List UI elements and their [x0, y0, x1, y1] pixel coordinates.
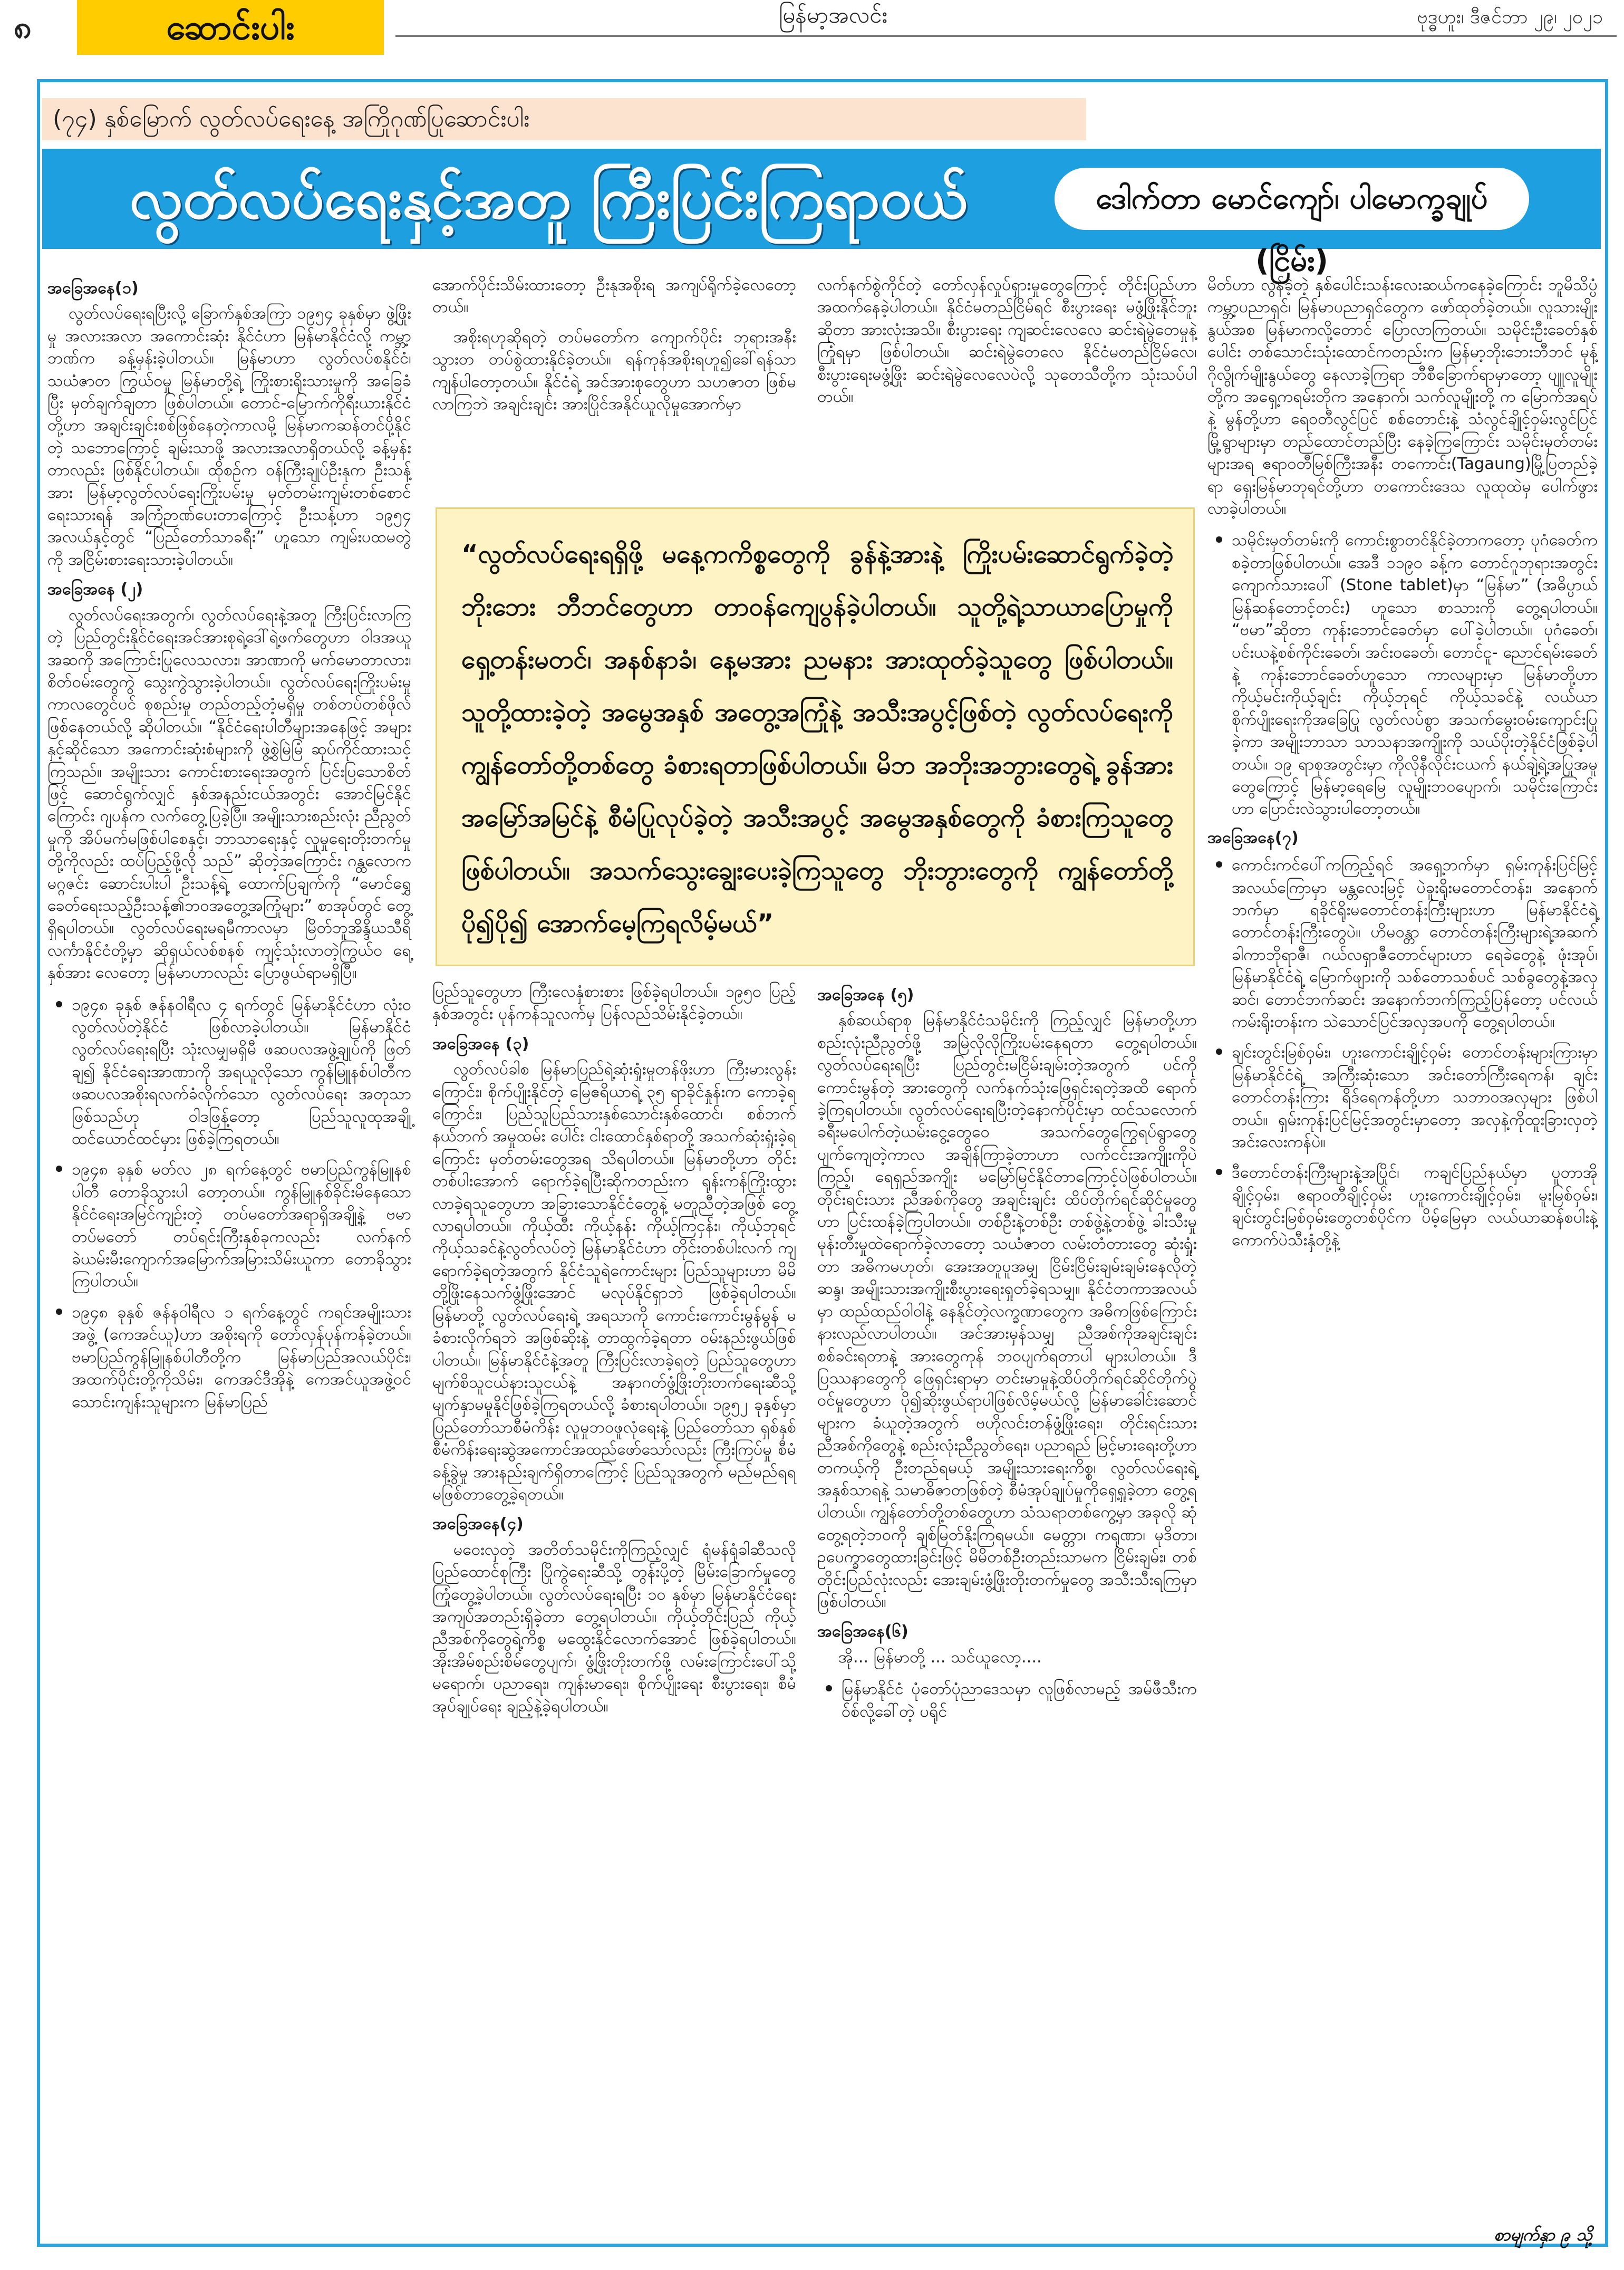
bullet-list — [1207, 527, 1598, 820]
section-heading-1: အခြေအနေ(၁) — [47, 279, 139, 297]
paragraph: ပြည်သူတွေဟာ ကြီးလေနှံစားစား ဖြစ်ခဲ့ရပါတယ်။ ၁၉၅၀ ပြည့်နှစ်အတွင်း ပုန်ကန်သူလက်မှ ပြန်လည်သိမ်းနိုင်ခဲ့တယ်။ — [432, 983, 796, 1024]
column-2-bottom — [432, 981, 796, 1725]
paragraph: မဝေးလှတဲ့ အတိတ်သမိုင်းကိုကြည့်လျှင် ရုံမန်ရုံခါဆီသလို ပြည်ထောင်စုကြီး ပြိုကွဲရေးဆီသို့ တွန်းပို့တဲ့ မြိမ်းခြောက်မှုတွေ ကြုံတွေ့ခဲ့ပါတယ်။ လွတ်လပ်ရေးရပြီး ၁၀ နှစ်မှာ မြန်မာနိုင်ငံရေးအကျပ်အတည်းရှိခဲ့တာ တွေ့ရပါတယ်။ ကိုယ့်တိုင်းပြည် ကိုယ့်ညီအစ်ကိုတွေရဲ့ကိစ္စ မထွေးနိုင်လောက်အောင် ဖြစ်ခဲ့ရပါတယ်။ အိုးအိမ်စည်းစိမ်တွေပျက်၊ ဖွံ့ဖြိုးတိုးတက်ဖို့ လမ်းကြောင်းပေါ်သို့ မရောက်၊ ပညာရေး၊ ကျန်းမာရေး၊ စိုက်ပျိုးရေး စီးပွားရေး၊ စီမံအုပ်ချုပ်ရေး ချည့်နဲ့ခဲ့ရပါတယ်။ — [432, 1540, 796, 1716]
list-item: • ကောင်းကင်ပေါ်ကကြည့်ရင် အရှေ့ဘက်မှာ ရှမ်းကုန်းပြင်မြင့် အလယ်ကြောမှာ မန္တလေးမြင့် ပဲခူးရိုးမတောင်တန်း၊ အနောက်ဘက်မှာ ရခိုင်ရိုးမတောင်တန်းကြီးများဟာ မြန်မာနိုင်ငံရဲ့ တောင်တန်းကြီးတွေပဲ။ ဟိမဝန္တာ တောင်တန်းကြီးများရဲ့အဆက် ခါကာဘိုရာဇီ၊ ဂယ်လရှာဇီတောင်များဟာ ရေခဲတွေနဲ့ ဖုံးအုပ်၊ မြန်မာနိုင်ငံရဲ့ မြောက်ဖျားကို သစ်တောသစ်ပင် သစ်ခွတွေနဲ့အလှဆင်၊ တောင်ဘက်ဆင်း အနောက်ဘက်ကြည့်ပြန်တော့ ပင်လယ်ကမ်းရိုးတန်းက သဲသောင်ပြင်အလှအပကို တွေ့ရပါတယ်။ — [1232, 852, 1598, 1033]
list-item: • ချင်းတွင်းမြစ်ဝှမ်း၊ ဟူးကောင်းချိုင့်ဝှမ်း တောင်တန်းများကြားမှာ မြန်မာနိုင်ငံရဲ့ အကြီးဆုံးသော အင်းတော်ကြီးရေကန်၊ ချင်းတောင်တန်းကြား ရိဒ်ရေကန်တို့ဟာ သဘာဝအလှများ ဖြစ်ပါတယ်။ ရှမ်းကုန်းပြင်မြင့်အတွင်းမှာတော့ အလှနဲ့ကိုထူးခြားလှတဲ့ အင်းလေးကန်ပဲ။ — [1232, 1040, 1598, 1153]
section-heading-3: အခြေအနေ (၃) — [432, 1034, 529, 1053]
list-item: • ၁၉၄၈ ခုနှစ် ဇန်နဝါရီလ ၄ ရက်တွင် မြန်မာနိုင်ငံဟာ လုံးဝလွတ်လပ်တဲ့နိုင်ငံ ဖြစ်လာခဲ့ပါတယ်။ မြန်မာနိုင်ငံ လွတ်လပ်ရေးရပြီး သုံးလမျှမရှိမီ ဖဆပလအဖွဲ့ချုပ်ကို ဖြတ်ချ၍ နိုင်ငံရေးအာဏာကို အရယူလိုသော ကွန်မြူနစ်ပါတီက ဖဆပလအစိုးရလက်ခံလိုက်သော လွတ်လပ်ရေး အတုသာဖြစ်သည်ဟု ဝါဒဖြန့်တော့ ပြည်သူလူထုအချို့ ထင်ယောင်ထင်မှား ဖြစ်ခဲ့ကြရတယ်။ — [72, 992, 411, 1151]
paragraph: မိတ်ဟာ လွန်ခဲ့တဲ့ နှစ်ပေါင်းသန်းလေးဆယ်ကနေခဲ့ကြောင်း ဘူမိသိပ္ပံကမ္ဘာ့ပညာရှင်၊ မြန်မာပညာရှင်တွေက ဖော်ထုတ်ခဲ့တယ်။ လူသားမျိုးနွယ်အစ မြန်မာကလို့တောင် ပြောလာကြတယ်။ သမိုင်းဦးခေတ်နှစ်ပေါင်း တစ်သောင်းသုံးထောင်ကတည်းက မြန်မာ့ဘိုးဘေးဘီဘင် မုန့်ဂိုလွိုက်မျိုးနွယ်တွေ နေလာခဲ့ကြရာ ဘီစီခြောက်ရာမှာတော့ ပျူလူမျိုးတို့က အရှေ့ကရမ်းတိုက အနောက်၊ သက်လူမျိုးတို့ က မြောက်အရပ်နဲ့ မွန်တို့ဟာ ရေဝတီလွင်ပြင် စစ်တောင်းနဲ့ သံလွင်ချိုင့်ဝှမ်းလွင်ပြင် မြို့ရွာများမှာ တည်ထောင်တည်ပြီး နေခဲ့ကြကြောင်း သမိုင်းမှတ်တမ်းများအရ ဧရာဝတီမြစ်ကြီးအနီး တကောင်း(Tagaung)မြို့ပြတည်ခဲ့ရာ ရှေးမြန်မာဘုရင်တို့ဟာ တကောင်းဒေသ လူထုထဲမှ ပေါက်ဖွားလာခဲ့ပါတယ်။ — [1207, 276, 1598, 518]
paragraph: နှစ်ဆယ်ရာစု မြန်မာနိုင်ငံသမိုင်းကို ကြည့်လျှင် မြန်မာတို့ဟာစည်းလုံးညီညွတ်ဖို့ အမြဲလိုလိုကြိုးပမ်းနေရတာ တွေ့ရပါတယ်။ လွတ်လပ်ရေးရပြီး ပြည်တွင်းမငြိမ်းချမ်းတဲ့အတွက် ပင်ကိုကောင်းမွန်တဲ့ အားတွေကို လက်နက်သုံးဖြေရှင်းရတဲ့အထိ ရောက်ခဲ့ကြရပါတယ်။ လွတ်လပ်ရေးရပြီးတဲ့နောက်ပိုင်းမှာ ထင်သလောက် ခရီးမပေါက်တဲ့ယမ်းငွေ့တွေဝေ အသက်တွေကြွေရပ်ရွာတွေပျက်ကျေတဲ့ကာလ အချိန်ကြာခဲ့တာဟာ လက်ငင်းအကျိုးကိုပဲကြည့်၊ ရေရှည်အကျိုး မမြော်မြင်နိုင်တာကြောင့်ပဲဖြစ်ပါတယ်။ တိုင်းရင်းသား ညီအစ်ကိုတွေ အချင်းချင်း ထိပ်တိုက်ရင်ဆိုင်မှုတွေဟာ ပြင်းထန်ခဲ့ကြပါတယ်။ တစ်ဦးနဲ့တစ်ဦး တစ်ဖွဲ့နဲ့တစ်ဖွဲ့ ခါးသီးမှုမုန်းတီးမှုထဲရောက်ခဲ့လာတော့ သယံဇာတ လမ်းတံတားတွေ ဆုံးရှုံးတာ အဓိကမဟုတ်၊ အေးအတူပူအမျှ ငြိမ်းငြိမ်းချမ်းချမ်းနေလိုတဲ့ဆန္ဒ၊ အမျိုးသားအကျိုးစီးပွားရေးရှုတ်ခဲ့ရသမျှ။ နိုင်ငံတကာအလယ်မှာ ထည်ထည်ဝါဝါနဲ့ နေနိုင်တဲ့လက္ခဏာတွေက အဓိကဖြစ်ကြောင်း နားလည်လာပါတယ်။ အင်အားမှန်သမျှ ညီအစ်ကိုအချင်းချင်းစစ်ခင်းရတာနဲ့ အားတွေကုန် ဘဝပျက်ရတာပါ များပါတယ်။ ဒီပြဿနာတွေကို ဖြေရှင်းရာမှာ တင်းမာမှုနဲ့ထိပ်တိုက်ရင်ဆိုင်တိုက်ပွဲဝင်မှုတွေဟာ ပို၍ဆိုးဖွယ်ရာပါဖြစ်လိမ့်မယ်လို့ မြန်မာခေါင်းဆောင်များက ခံယူတဲ့အတွက် ဗဟိုလင်းတန်ဖွံ့ဖြိုးရေး၊ တိုင်းရင်းသားညီအစ်ကိုတွေနဲ့ စည်းလုံးညီညွတ်ရေး၊ ပညာရည် မြင့်မားရေးတို့ဟာ တကယ့်ကို ဦးတည်ရမယ့် အမျိုးသားရေးကိစ္စ၊ လွတ်လပ်ရေးရဲ့ အနှစ်သာရနဲ့ သမာဓိဇာတဖြစ်တဲ့ စီမံအုပ်ချုပ်မှုကိုရှေ့ရှုခဲ့တာ တွေ့ရပါတယ်။ ကျွန်တော်တို့တစ်တွေဟာ သံသရာတစ်ကွေ့မှာ အခုလို ဆုံတွေ့ရတဲ့ဘဝကို ချစ်မြတ်နိုးကြရမယ်။ မေတ္တာ၊ ကရုဏာ၊ မုဒိတာ၊ ဥပေက္ခာတွေထားခြင်းဖြင့် မိမိတစ်ဦးတည်းသာမက ငြိမ်းချမ်း၊ တစ်တိုင်းပြည်လုံးလည်း အေးချမ်းဖွံ့ဖြိုးတိုးတက်မှုတွေ အသီးသီးရကြမှာ ဖြစ်ပါတယ်။ — [817, 1011, 1197, 1611]
column-1 — [47, 274, 411, 1420]
column-3-bottom — [817, 981, 1197, 1729]
list-item: • သမိုင်းမှတ်တမ်းကို ကောင်းစွာတင်နိုင်ခဲ့တာကတော့ ပုဂံခေတ်က စခဲ့တာဖြစ်ပါတယ်။ အေဒီ ၁၁၉၀ ခန့်က တောင်ဂူဘုရားအတွင်း ကျောက်သားပေါ် (Stone tablet)မှာ “မြန်မာ” (အဓိပ္ပာယ် မြန်ဆန်တောင့်တင်း) ဟူသော စာသားကို တွေ့ရပါတယ်။ “ဗမာ”ဆိုတာ ကုန်းဘောင်ခေတ်မှာ ပေါ်ခဲ့ပါတယ်။ ပုဂံခေတ်၊ ပင်းယနဲ့စစ်ကိုင်းခေတ်၊ အင်းဝခေတ်၊ တောင်ငူ- ညောင်ရမ်းခေတ်နဲ့ ကုန်းဘောင်ခေတ်ဟူသော ကာလများမှာ မြန်မာတို့ဟာ ကိုယ့်မင်းကိုယ့်ချင်း ကိုယ့်ဘုရင် ကိုယ့်သခင်နဲ့ လယ်ယာစိုက်ပျိုးရေးကိုအခြေပြု လွတ်လပ်စွာ အသက်မွေးဝမ်းကျောင်းပြုခဲ့ကာ အမျိုးဘာသာ သာသနာအကျိုးကို သယ်ပိုးတဲ့နိုင်ငံဖြစ်ခဲ့ပါတယ်။ ၁၉ ရာစုအတွင်းမှာ ကိုလိုနီလိုင်းငယက် နယ်ချဲ့ရဲ့အပြုအမူတွေကြောင့် မြန်မာ့ရေမြေ လူမျိုးဘဝပျောက်၊ သမိုင်းကြောင်းဟာ ပြောင်းလဲသွားပါတော့တယ်။ — [1232, 527, 1598, 820]
article-headline: လွတ်လပ်ရေးနှင့်အတူ ကြီးပြင်းကြရာဝယ် — [129, 166, 968, 232]
column-4 — [1207, 274, 1598, 1258]
bullet-list — [817, 1676, 1197, 1723]
section-heading-7: အခြေအနေ(၇) — [1207, 828, 1299, 847]
article-byline: ဒေါက်တာ မောင်ကျော်၊ ပါမောက္ခချုပ် (ငြိမ်း) — [1055, 168, 1529, 230]
pull-quote-box — [436, 507, 1195, 966]
section-label: ဆောင်းပါး — [77, 0, 384, 55]
article-kicker: (၇၄) နှစ်မြောက် လွတ်လပ်ရေးနေ့ အကြိုဂုဏ်ပြုဆောင်းပါး — [42, 98, 1086, 140]
paragraph: လွတ်လပ်ရေးရပြီးလို့ ခြောက်နှစ်အကြာ ၁၉၅၄ ခုနှစ်မှာ ဖွဲ့ဖြိုးမှု အလားအလာ အကောင်းဆုံး နိုင်ငံဟာ မြန်မာနိုင်ငံလို့ ကမ္ဘာ့ဘဏ်က ခန့်မှန်းခဲ့ပါတယ်။ မြန်မာဟာ လွတ်လပ်စနိုင်ငံ၊ သယံဇာတ ကြွယ်ဝမှု မြန်မာတို့ရဲ့ ကြိုးစားရိုးသားမှုကို အခြေခံပြီး မှတ်ချက်ချတာ ဖြစ်ပါတယ်။ တောင်-မြောက်ကိုရီးယားနိုင်ငံတို့ဟာ အချင်းချင်းစစ်ဖြစ်နေတဲ့ကာလမို့ မြန်မာကဆန်တင်ပို့နိုင်တဲ့ သဘောကြောင့် ချမ်းသာဖို့ အလားအလာရှိတယ်လို့ ခန့်မှန်းတာလည်း ဖြစ်နိုင်ပါတယ်။ ထိုစဉ်က ဝန်ကြီးချုပ်ဦးနုက ဦးသန့်အား မြန်မာ့လွတ်လပ်ရေးကြိုးပမ်းမှု မှတ်တမ်းကျမ်းတစ်စောင်ရေးသားရန် အကြံဉာဏ်ပေးတာကြောင့် ဦးသန့်ဟာ ၁၉၅၄ အလယ်နှင့်တွင် “ပြည်တော်သာခရီး” ဟူသော ကျမ်းပထမတွဲကို အငြိမ်းစားရေးသားခဲ့ပါတယ်။ — [47, 304, 411, 569]
page-header — [0, 0, 1624, 58]
paragraph: လွတ်လပ်ခါစ မြန်မာပြည်ရဲ့ဆုံးရှုံးမှုတန်ဖိုးဟာ ကြီးမားလွန်းကြောင်း၊ စိုက်ပျိုးနိုင်တဲ့ မြေဧရိယာရဲ့ ၃၅ ရာခိုင်နှုန်းက ကောခဲ့ရကြောင်း၊ ပြည်သူပြည်သားနှစ်သောင်းနှစ်ထောင်၊ စစ်ဘက်နယ်ဘက် အမှုထမ်း ပေါင်း ငါးထောင်နှစ်ရာတို့ အသက်ဆုံးရှုံးခဲ့ရကြောင်း မှတ်တမ်းတွေအရ သိရပါတယ်။ မြန်မာတို့ဟာ တိုင်းတစ်ပါးအောက် ရောက်ခဲ့ရပြီးဆိုကတည်းက ရုန်းကန်ကြိုးထွားလာခဲ့ရသူတွေဟာ အခြားသောနိုင်ငံတွေနဲ့ မတူညီတဲ့အဖြစ် တွေ့လာရပါတယ်။ ကိုယ့်ထီး ကိုယ့်နန်း ကိုယ့်ကြငှန်း၊ ကိုယ့်ဘုရင် ကိုယ့်သခင်နဲ့လွတ်လပ်တဲ့ မြန်မာနိုင်ငံဟာ တိုင်းတစ်ပါးလက် ကျရောက်ခဲ့ရတဲ့အတွက် နိုင်ငံသူရဲကောင်းများ ပြည်သူများဟာ မိမိတို့ဖြိုးနေသက်ဖွံ့ဖြိုးအောင် မလုပ်နိုင်ရှာဘဲ ဖြစ်ခဲ့ရပါတယ်။ မြန်မာတို့ လွတ်လပ်ရေးရဲ့ အရသာကို ကောင်းကောင်းမွန်မွန် မခံစားလိုက်ရဘဲ အဖြစ်ဆိုးနဲ့ တာထွက်ခဲ့ရတာ ဝမ်းနည်းဖွယ်ဖြစ်ပါတယ်။ မြန်မာနိုင်ငံနဲ့အတူ ကြီးပြင်းလာခဲ့ရတဲ့ ပြည်သူတွေဟာ မျက်စိသူငယ်နားသူငယ်နဲ့ အနာဂတ်ဖွံ့ဖြိုးတိုးတက်ရေးဆီသို့ မျက်နှာမမူနိုင်ဖြစ်ခဲ့ကြရတယ်လို့ ခံစားရပါတယ်။ ၁၉၅၂ ခုနှစ်မှာ ပြည်တော်သာစီမံကိန်း လူမှုဘဝဖူလုံရေးနဲ့ ပြည်တော်သာ ရှစ်နှစ်စီမံကိန်းရေးဆွဲအကောင်အထည်ဖော်သော်လည်း ကြီးကြပ်မှု စီမံခန့်ခွဲမှု အားနည်းချက်ရှိတာကြောင့် ပြည်သူအတွက် မည်မည်ရရ မဖြစ်တာတွေ့ခဲ့ရတယ်။ — [432, 1060, 796, 1504]
column-3-top — [817, 274, 1197, 416]
paragraph: အောက်ပိုင်းသိမ်းထားတော့ ဦးနုအစိုးရ အကျပ်ရိုက်ခဲ့လေတော့တယ်။ — [432, 276, 796, 317]
column-2-top — [432, 274, 796, 423]
list-item: • ဒီတောင်တန်းကြီးများနဲ့အပြိုင်၊ ကချင်ပြည်နယ်မှာ ပူတာအိုချိုင့်ဝှမ်း၊ ဧရာဝတီချိုင့်ဝှမ်း ဟူးကောင်းချိုင့်ဝှမ်း၊ မူးမြစ်ဝှမ်း၊ ချင်းတွင်းမြစ်ဝှမ်းတွေတစ်ပိုင်က ပိမ့်မြေမှာ လယ်ယာဆန်စပါးနဲ့ ကောက်ပဲသီးနှံတို့နဲ့ — [1232, 1160, 1598, 1252]
paragraph: လက်နက်စွဲကိုင်တဲ့ တော်လှန်လှုပ်ရှားမှုတွေကြောင့် တိုင်းပြည်ဟာအထက်နေခဲ့ပါတယ်။ နိုင်ငံမတည်ငြိမ်ရင် စီးပွားရေး မဖွံ့ဖြိုးနိုင်ဘူးဆိုတာ အားလုံးအသိ။ စီးပွားရေး ကျဆင်းလေလေ ဆင်းရဲမွဲတေမှုနဲ့ကြုံရမှာ ဖြစ်ပါတယ်။ ဆင်းရဲမွဲတေလေ နိုင်ငံမတည်ငြိမ်လေ၊ စီးပွားရေးမဖွံ့ဖြိုး ဆင်းရဲမွဲလေလေပဲလို့ သုတေသီတို့က သုံးသပ်ပါတယ်။ — [817, 276, 1197, 407]
section-heading-5: အခြေအနေ (၅) — [817, 986, 914, 1004]
newspaper-name: မြန်မာ့အလင်း — [779, 2, 887, 28]
paragraph: အို... မြန်မာတို့ ... သင်ယူလော့.... — [838, 1648, 1042, 1667]
continued-on-page[interactable]: စာမျက်နှာ ၉ သို့ — [1494, 2225, 1592, 2245]
list-item: • ၁၉၄၈ ခုနှစ် မတ်လ ၂၈ ရက်နေ့တွင် ဗမာပြည်ကွန်မြူနစ်ပါတီ တောခိုသွားပါ တော့တယ်။ ကွန်မြူနစ်ခိုင်းမိနေသော နိုင်ငံရေးအမြင်ကျဉ်းတဲ့ တပ်မတော်အရာရှိအချို့နဲ့ ဗမာတပ်မတော် တပ်ရင်းကြီးနှစ်ခုကလည်း လက်နက်ခဲယမ်းမီးကျောက်အမြောက်အမြားသိမ်းယူကာ တောခိုသွားကြပါတယ်။ — [72, 1157, 411, 1293]
section-heading-4: အခြေအနေ(၄) — [432, 1515, 524, 1534]
issue-date: ဗုဒ္ဓဟူး၊ ဒီဇင်ဘာ ၂၉၊ ၂၀၂၁ — [1417, 6, 1603, 28]
pull-quote: “လွတ်လပ်ရေးရရှိဖို့ မနေ့ကကိစ္စတွေကို ခွန်နဲ့အားနဲ့ ကြိုးပမ်းဆောင်ရွက်ခဲ့တဲ့ ဘိုးဘေး ဘီဘင်တွေဟာ တာဝန်ကျေပွန်ခဲ့ပါတယ်။ သူတို့ရဲ့သာယာပြောမှုကို ရှေ့တန်းမတင်၊ အနစ်နာခံ၊ နေ့မအား ညမနား အားထုတ်ခဲ့သူတွေ ဖြစ်ပါတယ်။ သူတို့ထားခဲ့တဲ့ အမွေအနှစ် အတွေ့အကြုံနဲ့ အသီးအပွင့်ဖြစ်တဲ့ လွတ်လပ်ရေးကို ကျွန်တော်တို့တစ်တွေ ခံစားရတာဖြစ်ပါတယ်။ မိဘ အဘိုးအဘွားတွေရဲ့ ခွန်အား အမြော်အမြင်နဲ့ စီမံပြုလုပ်ခဲ့တဲ့ အသီးအပွင့် အမွေအနှစ်တွေကို ခံစားကြသူတွေ ဖြစ်ပါတယ်။ အသက်သွေးချွေးပေးခဲ့ကြသူတွေ ဘိုးဘွားတွေကို ကျွန်တော်တို့ ပို၍ပို၍ အောက်မေ့ကြရလိမ့်မယ်” — [461, 540, 1173, 938]
page-number: ၈ — [14, 9, 32, 46]
bullet-list — [1207, 852, 1598, 1252]
paragraph: အစိုးရဟုဆိုရတဲ့ တပ်မတော်က ကျောက်ပိုင်း ဘုရားအနီးသွားတ တပ်စွဲထားနိုင်ခဲ့တယ်။ ရန်ကုန်အစိုးရဟူ၍ခေါ်ရန်သာကျန်ပါတော့တယ်။ နိုင်ငံရဲ့ အင်အားစုတွေဟာ သဟဇာတ ဖြစ်မလာကြဘဲ အချင်းချင်း အားပြိုင်အနိုင်ယူလိုမှုအောက်မှာ — [432, 328, 796, 414]
section-heading-6: အခြေအနေ(၆) — [817, 1622, 908, 1641]
list-item: • ၁၉၄၈ ခုနှစ် ဇန်နဝါရီလ ၁ ရက်နေ့တွင် ကရင်အမျိုးသားအဖွဲ့ (ကေအင်ယူ)ဟာ အစိုးရကို တော်လှန်ပုန်ကန်ခဲ့တယ်။ ဗမာပြည်ကွန်မြူနစ်ပါတီတို့က မြန်မာပြည်အလယ်ပိုင်း၊ အထက်ပိုင်းတို့ကိုသိမ်း၊ ကေအင်ဒီအိုနဲ့ ကေအင်ယူအဖွဲ့ဝင် သောင်းကျန်းသူများက မြန်မာပြည် — [72, 1300, 411, 1413]
section-heading-2: အခြေအနေ (၂) — [47, 580, 143, 599]
paragraph: လွတ်လပ်ရေးအတွက်၊ လွတ်လပ်ရေးနဲ့အတူ ကြီးပြင်းလာကြတဲ့ ပြည်တွင်းနိုင်ငံရေးအင်အားစုရဲ့ဒေါ်ရဲ့ဖက်တွေဟာ ဝါဒအယူအဆကို အကြောင်းပြုလေသလား၊ အာဏာကို မက်မောတာလား၊ စိတ်ဝမ်းတွေကွဲ သွေးကွဲသွားခဲ့ပါတယ်။ လွတ်လပ်ရေးကြိုးပမ်းမှုကာလတွေင်ပင် စုစည်းမှု တည်တည့်တံ့မရှိမှု တစ်တပ်တစ်ဖိုလ် ဖြစ်နေတယ်လို့ ဆိုပါတယ်။ “နိုင်ငံရေးပါတီများအနေဖြင့် အများနှင့်ဆိုင်သော အကောင်းဆုံးစံများကို ဖွဲ့စွဲမြဲမြံ ဆုပ်ကိုင်ထားသင့်ကြသည်။ အမျိုးသား ကောင်းစားရေးအတွက် ပြင်းပြသောစိတ်ဖြင့် ဆောင်ရွက်လျှင် နှစ်အနည်းငယ်အတွင်း အောင်မြင်နိုင်ကြောင်း ဂျပန်က လက်တွေ့ပြခဲ့ပြီ။ အမျိုးသားစည်းလုံး ညီညွတ်မှုကို အိပ်မက်မဖြစ်ပါစေနှင့်၊ ဘာသာရေးနှင့် လူမှုရေးတိုးတက်မှုတို့ကိုလည်း ထပ်ပြည့်ဖို့လို သည်” ဆိုတဲ့အကြောင်း ဂန္ထလောကမဂ္ဂဇင်း ဆောင်းပါးပါ ဦးသန့်ရဲ့ ထောက်ပြချက်ကို “မောင်ရွှေခေတ်ရေးသည့်ဦးသန့်၏ဘဝအတွေ့အကြုံများ” စာအုပ်တွင် တွေ့ရှိရပါတယ်။ လွတ်လပ်ရေးမရမီကာလမှာ မြိတ်ဘူအိန္ဒိယသီရိလင်္ကာနိုင်ငံတို့မှာ ဆိုရှယ်လစ်စနစ် ကျင့်သုံးလာတဲ့ကြွယ်ဝ ရေ့နှစ်အား လေတော့ မြန်မာဟာလည်း ပြောဖွယ်ရာမရှိပြီ။ — [47, 605, 411, 983]
bullet-list — [47, 992, 411, 1413]
list-item: • မြန်မာနိုင်ငံ ပုံတော်ပုံညာဒေသမှာ လူဖြစ်လာမည့် အမ်ဖီသီးကဝ်စ်လို့ခေါ်တဲ့ ပရိုင် — [842, 1676, 1197, 1723]
